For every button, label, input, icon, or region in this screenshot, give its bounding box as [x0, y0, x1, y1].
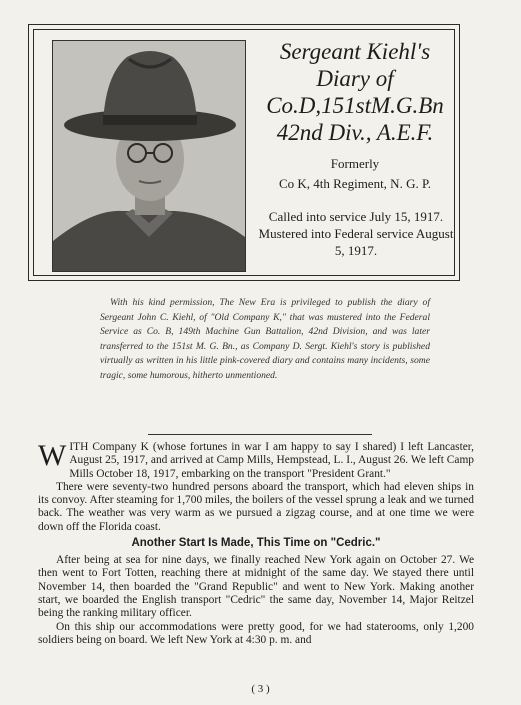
intro-text: With his kind permission, The New Era is privileged to publish the diary of Sergeant John C. Kiehl, of "Old Company K," that was mustered into the Federal Service as Co. B, 149th Machine Gun Battalion, 42nd Division, and was later transferred to the 151st M. G. Bn., as Company D. Sergt. Kiehl's story is published virtually as written in his little pink-covered diary and contains many incidents, some tragic, some humorous, hitherto unmentioned. — [100, 297, 430, 381]
former-unit-block — [255, 154, 455, 194]
paragraph: There were seventy-two hundred persons aboard the transport, which had eleven ships in its convoy. After steaming for 1,700 miles, the boilers of the vessel sprung a leak and we turned back. The weather was very warm as we pursued a zigzag course, and at one time we were down off the Florida coast. — [38, 480, 474, 533]
title-line: Co.D,151stM.G.Bn — [266, 93, 444, 118]
drop-cap: W — [38, 439, 67, 472]
title-line: Sergeant Kiehl's — [279, 39, 431, 64]
page-number: ( 3 ) — [251, 683, 270, 695]
title-line: Diary of — [316, 66, 394, 91]
paragraph — [38, 441, 474, 481]
paragraph: On this ship our accommodations were pretty good, for we had staterooms, only 1,200 soldiers being on board. We left New York at 4:30 p. m. and — [38, 620, 474, 646]
diary-title — [255, 38, 455, 146]
editor-introduction — [100, 296, 430, 384]
paragraph-text: ITH Company K (whose fortunes in war I am happy to say I shared) I left Lancaster, August 25, 1917, and arrived at Camp Mills, Hempstead, L. I., August 26. We left Camp Mills October 18, 1917, embarking on the transport "President Grant." — [69, 441, 474, 480]
former-unit: Co K, 4th Regiment, N. G. P. — [278, 176, 432, 191]
formerly-label: Formerly — [330, 156, 380, 171]
paragraph: After being at sea for nine days, we finally reached New York again on October 27. We then went to Fort Totten, reaching there at midnight of the same day. We stayed there until November 14, then boarded the "Grand Republic" and went to New York. Making another start, we boarded the English transport "Cedric" the same day, November 14, Major Reitzel being the ranking military officer. — [38, 554, 474, 620]
service-note: Called into service July 15, 1917. Mustered into Federal service August 5, 1917. — [258, 209, 454, 258]
section-subheading: Another Start Is Made, This Time on "Cedric." — [131, 537, 381, 550]
portrait-photo — [52, 40, 246, 272]
title-line: 42nd Div., A.E.F. — [276, 120, 434, 145]
section-divider — [148, 434, 372, 435]
diary-body — [38, 441, 474, 647]
